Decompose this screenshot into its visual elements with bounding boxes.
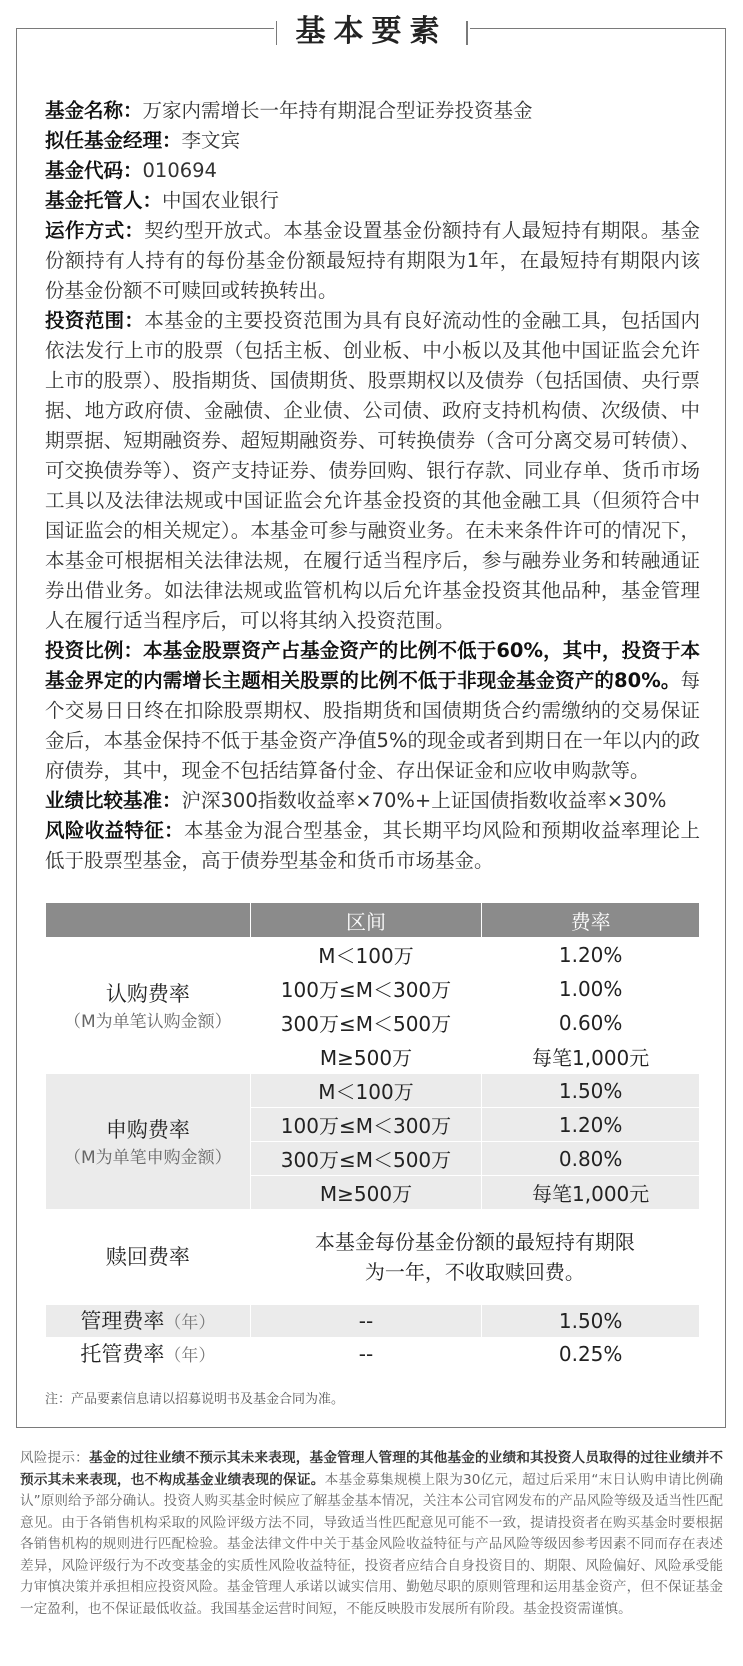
risk-feature-text: 本基金为混合型基金，其长期平均风险和预期收益率理论上低于股票型基金，高于债券型基金和货币市场基金。: [45, 819, 700, 872]
fund-name-row: 基金名称：万家内需增长一年持有期混合型证券投资基金: [45, 99, 533, 122]
header-blank: [46, 903, 251, 938]
redemption-category: 赎回费率: [46, 1210, 251, 1305]
custodian: 中国农业银行: [162, 189, 280, 212]
table-row: 100万≤M＜300万 1.00%: [46, 972, 700, 1006]
benchmark-row: 业绩比较基准：沪深300指数收益率×70%+上证国债指数收益率×30%: [45, 789, 667, 812]
table-row: 管理费率（年） -- 1.50%: [46, 1305, 700, 1338]
table-row: 托管费率（年） -- 0.25%: [46, 1338, 700, 1371]
fund-name: 万家内需增长一年持有期混合型证券投资基金: [142, 99, 533, 122]
subscription-category: 认购费率 （M为单笔认购金额）: [46, 938, 251, 1074]
table-row: [46, 1210, 700, 1305]
table-row: 100万≤M＜300万 1.20%: [46, 1108, 700, 1142]
fund-code: 010694: [142, 159, 217, 182]
manager-row: 拟任基金经理：李文宾: [45, 129, 241, 152]
risk-disclaimer: [20, 1448, 723, 1620]
table-header: [46, 903, 700, 938]
header-range: 区间: [250, 903, 482, 938]
header-rate: 费率: [482, 903, 700, 938]
purchase-category: 申购费率 （M为单笔申购金额）: [46, 1074, 251, 1210]
ratio-bold-text: 本基金股票资产占基金资产的比例不低于60%，其中，投资于本基金界定的内需增长主题相关股票的比例不低于非现金基金资产的80%。: [45, 639, 700, 692]
table-row: 300万≤M＜500万 0.80%: [46, 1142, 700, 1176]
footnote: 注：产品要素信息请以招募说明书及基金合同为准。: [45, 1392, 345, 1407]
risk-prefix: 风险提示：: [20, 1450, 89, 1466]
benchmark-text: 沪深300指数收益率×70%+上证国债指数收益率×30%: [181, 789, 667, 812]
risk-feature-row: 风险收益特征：本基金为混合型基金，其长期平均风险和预期收益率理论上低于股票型基金，高于债券型基金和货币市场基金。: [45, 819, 700, 872]
operation-text: 契约型开放式。本基金设置基金份额持有人最短持有期限。基金份额持有人持有的每份基金份额最短持有期限为1年，在最短持有期限内该份基金份额不可赎回或转换转出。: [45, 219, 700, 302]
title-bar: [0, 4, 743, 60]
scope-row: 投资范围：本基金的主要投资范围为具有良好流动性的金融工具，包括国内依法发行上市的股票（包括主板、创业板、中小板以及其他中国证监会允许上市的股票）、股指期货、国债期货、股票期权以及债券（包括国债、央行票据、地方政府债、金融债、企业债、公司债、政府支持机构债、次级债、中期票据、短期融资券、超短期融资券、可转换债券（含可分离交易可转债）、可交换债券等）、资产支持证券、债券回购、银行存款、同业存单、货币市场工具以及法律法规或中国证监会允许基金投资的其他金融工具（但须符合中国证监会的相关规定）。本基金可参与融资业务。在未来条件许可的情况下，本基金可根据相关法律法规，在履行适当程序后，参与融券业务和转融通证券出借业务。如法律法规或监管机构以后允许基金投资其他品种，基金管理人在履行适当程序后，可以将其纳入投资范围。: [45, 309, 700, 632]
custodian-row: 基金托管人：中国农业银行: [45, 189, 280, 212]
ratio-row: 投资比例：本基金股票资产占基金资产的比例不低于60%，其中，投资于本基金界定的内需增长主题相关股票的比例不低于非现金基金资产的80%。每个交易日日终在扣除股票期权、股指期货和国债期货合约需缴纳的交易保证金后，本基金保持不低于基金资产净值5%的现金或者到期日在一年以内的政府债券，其中，现金不包括结算备付金、存出保证金和应收申购款等。: [45, 639, 700, 782]
custody-category: 托管费率（年）: [46, 1338, 251, 1371]
code-row: 基金代码：010694: [45, 159, 217, 182]
table-row: 认购费率 （M为单笔认购金额） M＜100万 1.20%: [46, 938, 700, 972]
table-row: 申购费率 （M为单笔申购金额） M＜100万 1.50%: [46, 1074, 700, 1108]
ratio-text: 每个交易日日终在扣除股票期权、股指期货和国债期货合约需缴纳的交易保证金后，本基金保持不低于基金资产净值5%的现金或者到期日在一年以内的政府债券，其中，现金不包括结算备付金、存出保证金和应收申购款等。: [45, 669, 700, 782]
table-row: M≥500万 每笔1,000元: [46, 1040, 700, 1074]
table-row: 300万≤M＜500万 0.60%: [46, 1006, 700, 1040]
scope-text: 本基金的主要投资范围为具有良好流动性的金融工具，包括国内依法发行上市的股票（包括主板、创业板、中小板以及其他中国证监会允许上市的股票）、股指期货、国债期货、股票期权以及债券（包括国债、央行票据、地方政府债、金融债、企业债、公司债、政府支持机构债、次级债、中期票据、短期融资券、超短期融资券、可转换债券（含可分离交易可转债）、可交换债券等）、资产支持证券、债券回购、银行存款、同业存单、货币市场工具以及法律法规或中国证监会允许基金投资的其他金融工具（但须符合中国证监会的相关规定）。本基金可参与融资业务。在未来条件许可的情况下，本基金可根据相关法律法规，在履行适当程序后，参与融券业务和转融通证券出借业务。如法律法规或监管机构以后允许基金投资其他品种，基金管理人在履行适当程序后，可以将其纳入投资范围。: [45, 309, 700, 632]
fund-info: [45, 96, 700, 876]
manager-name: 李文宾: [181, 129, 241, 152]
risk-bold-text: 基金的过往业绩不预示其未来表现，基金管理人管理的其他基金的业绩和其投资人员取得的过往业绩并不预示其未来表现，也不构成基金业绩表现的保证。: [20, 1450, 724, 1488]
operation-row: 运作方式：契约型开放式。本基金设置基金份额持有人最短持有期限。基金份额持有人持有的每份基金份额最短持有期限为1年，在最短持有期限内该份基金份额不可赎回或转换转出。: [45, 219, 700, 302]
management-category: 管理费率（年）: [46, 1305, 251, 1338]
risk-text: 本基金募集规模上限为30亿元，超过后采用“末日认购申请比例确认”原则给予部分确认。投资人购买基金时候应了解基金基本情况，关注本公司官网发布的产品风险等级及适当性匹配意见。由于各销售机构采取的风险评级方法不同，导致适当性匹配意见可能不一致，提请投资者在购买基金时要根据各销售机构的规则进行匹配检验。基金法律文件中关于基金风险收益特征与产品风险等级因参考因素不同而存在表述差异，风险评级行为不改变基金的实质性风险收益特征，投资者应结合自身投资目的、期限、风险偏好、风险承受能力审慎决策并承担相应投资风险。基金管理人承诺以诚实信用、勤勉尽职的原则管理和运用基金资产，但不保证基金一定盈利，也不保证最低收益。我国基金运营时间短，不能反映股市发展所有阶段。基金投资需谨慎。: [20, 1471, 723, 1617]
table-row: M≥500万 每笔1,000元: [46, 1176, 700, 1210]
redemption-note: 本基金每份基金份额的最短持有期限 为一年，不收取赎回费。: [250, 1210, 699, 1305]
fee-table: [45, 902, 700, 1371]
page-title: 基本要素: [274, 4, 470, 60]
